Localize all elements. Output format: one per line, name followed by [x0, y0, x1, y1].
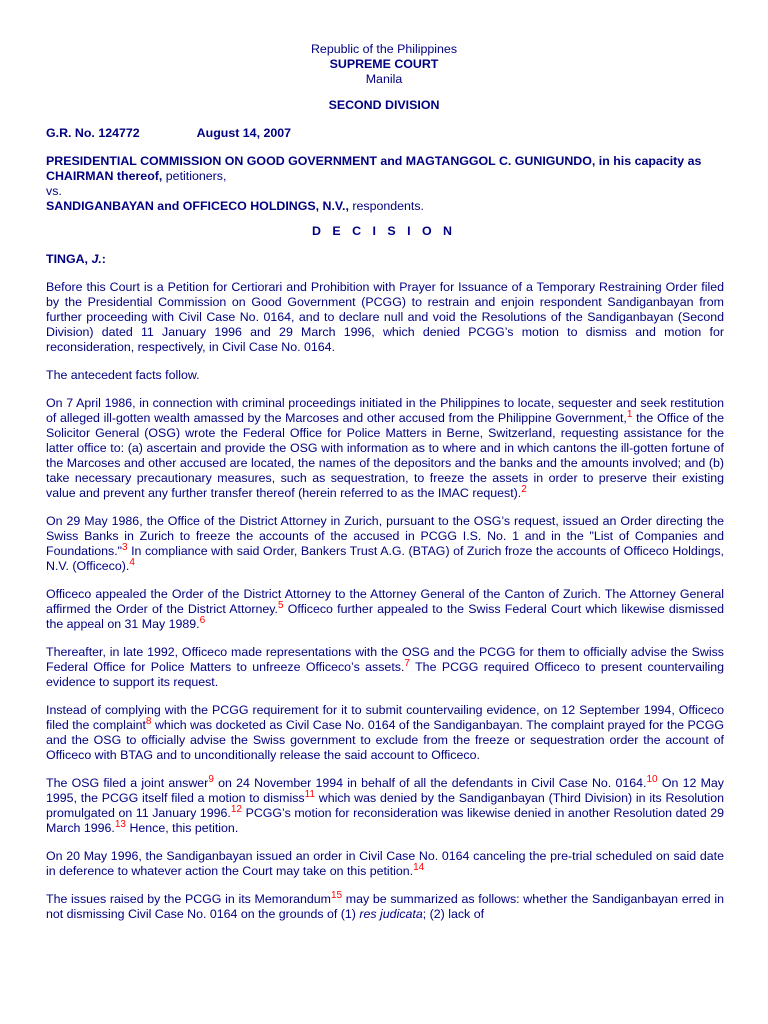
- footnote-ref-13[interactable]: 13: [114, 819, 126, 830]
- case-date: August 14, 2007: [196, 126, 292, 140]
- paragraph-text: which was docketed as Civil Case No. 0164 of the Sandiganbayan. The complaint prayed for the PCGG and the OSG to officially advise the Swiss government to exclude from the freeze or sequestration order the account of Officeco with BTAG and to unconditionally release the said account to Officeco.: [46, 718, 724, 762]
- paragraph-9: [46, 849, 724, 879]
- court-header: [0, 42, 768, 87]
- paragraph-text: Thereafter, in late 1992, Officeco made representations with the OSG and the PCGG for them to officially advise the Swiss Federal Office for Police Matters to unfreeze Officeco’s assets.: [46, 645, 724, 674]
- petitioners-names: PRESIDENTIAL COMMISSION ON GOOD GOVERNMENT and MAGTANGGOL C. GUNIGUNDO, in his capacity as CHAIRMAN thereof,: [46, 154, 702, 183]
- footnote-ref-3[interactable]: 3: [122, 542, 128, 553]
- case-number-line: [46, 126, 291, 141]
- paragraph-8: [46, 776, 724, 836]
- paragraph-text: may be summarized as follows: whether the Sandiganbayan erred in not dismissing Civil Case No. 0164 on the grounds of (1): [46, 892, 725, 921]
- paragraph-text: On 7 April 1986, in connection with criminal proceedings initiated in the Philippines to locate, sequester and seek restitution of alleged ill-gotten wealth amassed by the Marcoses and other accused from the Philippine Government,: [46, 396, 724, 425]
- petitioners-role: petitioners,: [162, 169, 227, 183]
- footnote-ref-5[interactable]: 5: [277, 600, 284, 611]
- footnote-ref-2[interactable]: 2: [521, 484, 527, 495]
- footnote-ref-1[interactable]: 1: [626, 409, 633, 420]
- gr-number: G.R. No. 124772: [46, 126, 140, 140]
- footnote-ref-10[interactable]: 10: [646, 774, 658, 785]
- paragraph-text: The OSG filed a joint answer: [46, 776, 209, 790]
- footnote-ref-6[interactable]: 6: [199, 615, 206, 626]
- footnote-ref-15[interactable]: 15: [330, 890, 343, 901]
- paragraph-text: In compliance with said Order, Bankers Trust A.G. (BTAG) of Zurich froze the accounts of Officeco Holdings, N.V. (Officeco).: [46, 544, 724, 573]
- footnote-ref-8[interactable]: 8: [145, 716, 152, 727]
- footnote-ref-4[interactable]: 4: [129, 557, 135, 568]
- court-city: Manila: [365, 72, 403, 86]
- ponente-suffix: J.: [91, 252, 102, 266]
- italic-term: res judicata: [359, 907, 423, 921]
- paragraph-3: [46, 396, 724, 501]
- versus: vs.: [46, 184, 62, 198]
- paragraph-text: On 12 May 1995, the PCGG itself filed a motion to dismiss: [46, 776, 725, 805]
- paragraph-text: The issues raised by the PCGG in its Memorandum: [46, 892, 331, 906]
- decision-body: [46, 280, 724, 935]
- footnote-ref-7[interactable]: 7: [404, 658, 410, 669]
- republic-line: Republic of the Philippines: [310, 42, 458, 56]
- paragraph-2: The antecedent facts follow.: [46, 368, 200, 382]
- paragraph-text: Instead of complying with the PCGG requirement for it to submit countervailing evidence, on 12 September 1994, Officeco filed the complaint: [46, 703, 724, 732]
- paragraph-text: PCGG’s motion for reconsideration was likewise denied in another Resolution dated 29 March 1996.: [46, 806, 724, 835]
- footnote-ref-14[interactable]: 14: [413, 862, 425, 873]
- paragraph-text: Hence, this petition.: [126, 821, 239, 835]
- paragraph-text: The PCGG required Officeco to present countervailing evidence to support its request.: [46, 660, 724, 689]
- division-title: SECOND DIVISION: [328, 98, 440, 112]
- paragraph-7: [46, 703, 724, 763]
- case-parties: [46, 154, 726, 214]
- ponente-name: TINGA,: [46, 252, 92, 266]
- respondents-role: respondents.: [348, 199, 425, 213]
- paragraph-text: Officeco further appealed to the Swiss Federal Court which likewise dismissed the appeal on 31 May 1989.: [46, 602, 725, 631]
- paragraph-text: on 24 November 1994 in behalf of all the defendants in Civil Case No. 0164.: [213, 776, 647, 790]
- paragraph-6: [46, 645, 724, 690]
- petitioners: [46, 154, 726, 184]
- paragraph-4: [46, 514, 724, 574]
- paragraph-text: On 20 May 1996, the Sandiganbayan issued an order in Civil Case No. 0164 canceling the pre-trial scheduled on said date in deference to whatever action the Court may take on this petition.: [46, 849, 724, 878]
- respondents-names: SANDIGANBAYAN and OFFICECO HOLDINGS, N.V.,: [46, 199, 349, 213]
- paragraph-text: the Office of the Solicitor General (OSG) wrote the Federal Office for Police Matters in Berne, Switzerland, requesting assistance for the latter office to: (a) ascertain and provide the OSG with information as to where and in which cantons the ill-gotten fortune of the Marcoses and other accused are located, the names of the depositors and the banks and the amounts involved; and (b) take necessary precautionary measures, such as sequestration, to freeze the assets in order to preserve their existing value and prevent any further transfer thereof (herein referred to as the IMAC request).: [46, 411, 724, 500]
- footnote-ref-12[interactable]: 12: [230, 804, 242, 815]
- paragraph-text: which was denied by the Sandiganbayan (Third Division) in its Resolution promulgated on 11 January 1996.: [46, 791, 724, 820]
- court-name: SUPREME COURT: [329, 57, 439, 71]
- decision-title: D E C I S I O N: [312, 224, 456, 238]
- ponente: [46, 252, 106, 267]
- paragraph-5: [46, 587, 724, 632]
- paragraph-10: [46, 892, 724, 922]
- paragraph-text: ; (2) lack of: [422, 907, 485, 921]
- paragraph-1: Before this Court is a Petition for Certiorari and Prohibition with Prayer for Issuance of a Temporary Restraining Order filed by the Presidential Commission on Good Government (PCGG) to restrain and enjoin respondent Sandiganbayan from further proceeding with Civil Case No. 0164, and to declare null and void the Resolutions of the Sandiganbayan (Second Division) dated 11 January 1996 and 29 March 1996, which denied PCGG’s motion to dismiss and motion for reconsideration, respectively, in Civil Case No. 0164.: [46, 280, 724, 354]
- paragraph-text: On 29 May 1986, the Office of the District Attorney in Zurich, pursuant to the OSG’s request, issued an Order directing the Swiss Banks in Zurich to freeze the accounts of the accused in PCGG I.S. No. 1 and in the "List of Companies and Foundations.": [46, 514, 724, 558]
- footnote-ref-11[interactable]: 11: [304, 789, 315, 800]
- ponente-colon: :: [101, 252, 106, 266]
- paragraph-text: Officeco appealed the Order of the District Attorney to the Attorney General of the Canton of Zurich. The Attorney General affirmed the Order of the District Attorney.: [46, 587, 724, 616]
- footnote-ref-9[interactable]: 9: [208, 774, 214, 785]
- respondents: [46, 199, 726, 214]
